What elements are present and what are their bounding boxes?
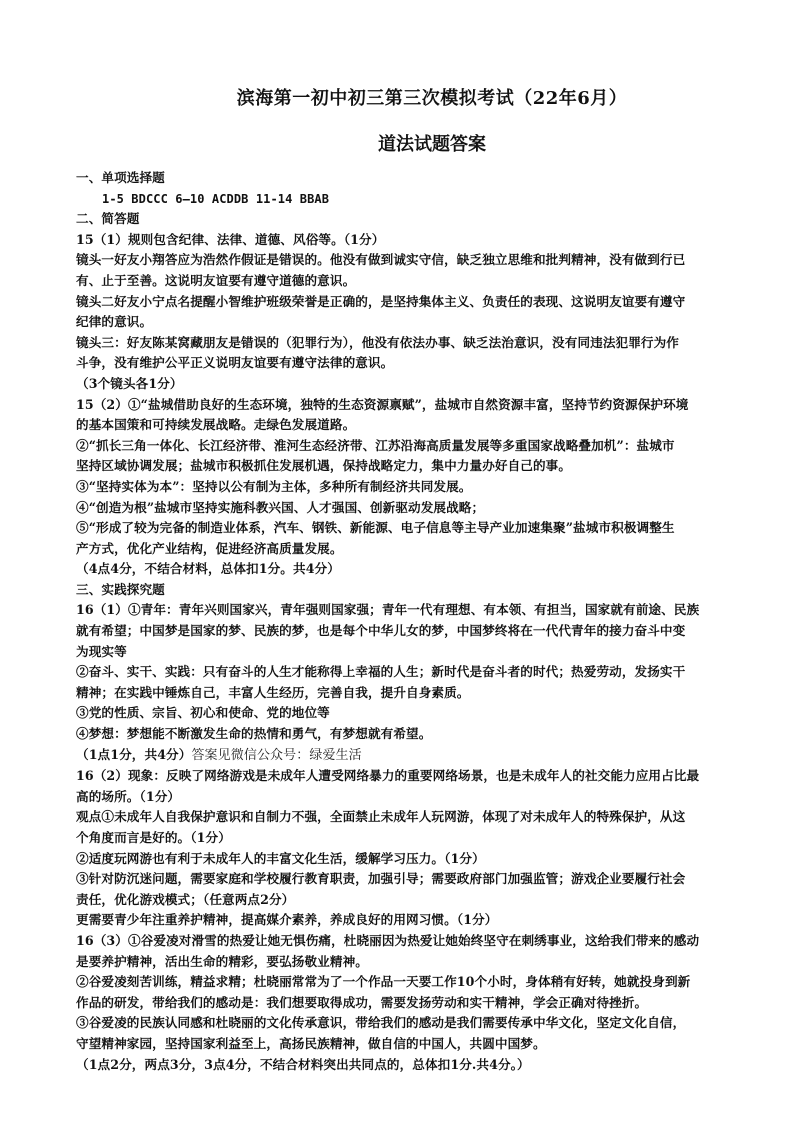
answer-line: ③党的性质、宗旨、初心和使命、党的地位等 [76,705,330,721]
answer-line: 16（1）①青年：青年兴则国家兴，青年强则国家强；青年一代有理想、有本领、有担当，国家就有前途、民族 [76,602,700,618]
answer-line: 镜头二好友小宁点名提醒小智维护班级荣誉是正确的，是坚持集体主义、负责任的表现、这说明友谊要有遵守 [76,293,686,309]
answer-line: ②谷爱凌刻苦训练，精益求精；杜晓丽常常为了一个作品一天要工作10个小时，身体稍有好转，她就投身到新 [76,974,691,990]
answer-line: 为现实等 [76,643,127,659]
choice-answers: 1-5 BDCCC 6—10 ACDDB 11-14 BBAB [102,191,330,206]
answer-subtitle: 道法试题答案 [378,134,486,155]
answer-line: 斗争，没有维护公平正义说明友谊要有遵守法律的意识。 [76,355,394,371]
answer-line: ②奋斗、实干、实践：只有奋斗的人生才能称得上幸福的人生；新时代是奋斗者的时代；热爱劳动，发扬实干 [76,664,686,680]
answer-line: ③针对防沉迷问题，需要家庭和学校履行教育职责，加强引导；需要政府部门加强监管；游戏企业要履行社会 [76,871,686,887]
answer-line: 15（2）①“盐城借助良好的生态环境，独特的生态资源禀赋”，盐城市自然资源丰富，坚持节约资源保护环境 [76,396,689,412]
answer-line: 16（3）①谷爱凌对滑雪的热爱让她无惧伤痛，杜晓丽因为热爱让她始终坚守在刺绣事业，这给我们带来的感动 [76,932,700,948]
answer-line: ③谷爱凌的民族认同感和杜晓丽的文化传承意识，带给我们的感动是我们需要传承中华文化，坚定文化自信， [76,1015,686,1031]
answer-line: 有、止于至善。这说明友谊要有遵守道德的意识。 [76,272,356,288]
answer-line: 守望精神家园，坚持国家利益至上，高扬民族精神，做自信的中国人，共圆中国梦。 [76,1035,546,1051]
answer-line: ④梦想：梦想能不断激发生命的热情和勇气，有梦想就有希望。 [76,726,432,742]
answer-line: ⑤“形成了较为完备的制造业体系，汽车、钢铁、新能源、电子信息等主导产业加速集聚”盐城市积极调整生 [76,520,675,536]
watermark-note: 答案见微信公众号：绿爱生活 [191,747,362,763]
answer-line: 产方式，优化产业结构，促进经济高质量发展。 [76,540,343,556]
answer-line: ③“坚持实体为本”：坚持以公有制为主体，多种所有制经济共同发展。 [76,478,472,494]
answer-line: 精神；在实践中锤炼自己，丰富人生经历，完善自我，提升自身素质。 [76,684,470,700]
exam-title: 滨海第一初中初三第三次模拟考试（22年6月） [236,88,628,109]
answer-line: 坚持区域协调发展；盐城市积极抓住发展机遇，保持战略定力，集中力量办好自己的事。 [76,458,572,474]
answer-line: （1点2分，两点3分，3点4分，不结合材料突出共同点的，总体扣1分.共4分。） [76,1056,530,1072]
section-heading-3: 三、实践探究题 [76,581,165,597]
answer-body [76,168,754,1075]
answer-line: 镜头一好友小翔答应为浩然作假证是错误的。他没有做到诚实守信，缺乏独立思维和批判精神，没有做到行已 [76,252,686,268]
answer-line: ④“创造为根”盐城市坚持实施科教兴国、人才强国、创新驱动发展战略； [76,499,485,515]
answer-line: 是要养护精神，活出生命的精彩，要弘扬敬业精神。 [76,953,368,969]
score-note-with-watermark [76,745,754,767]
answer-line: 15（1）规则包含纪律、法律、道德、风俗等。（1分） [76,231,385,247]
answer-line: 作品的研发，带给我们的感动是：我们想要取得成功，需要发扬劳动和实干精神，学会正确对待挫折。 [76,994,648,1010]
answer-line: 更需要青少年注重养护精神，提高媒介素养，养成良好的用网习惯。（1分） [76,912,498,928]
score-note: （1点1分，共4分） [76,746,192,762]
section-heading-1: 一、单项选择题 [76,170,165,185]
answer-line: ②适度玩网游也有利于未成年人的丰富文化生活，缓解学习压力。（1分） [76,850,485,866]
answer-line: 就有希望；中国梦是国家的梦、民族的梦，也是每个中华儿女的梦，中国梦终将在一代代青年的接力奋斗中变 [76,623,686,639]
answer-line: 纪律的意识。 [76,314,153,330]
answer-line: ②“抓长三角一体化、长江经济带、淮河生态经济带、江苏沿海高质量发展等多重国家战略叠加机”：盐城市 [76,437,675,453]
answer-line: 镜头三：好友陈某窝藏朋友是错误的（犯罪行为），他没有依法办事、缺乏法治意识，没有同违法犯罪行为作 [76,334,679,350]
answer-line: 高的场所。（1分） [76,788,181,804]
answer-line: 观点①未成年人自我保护意识和自制力不强，全面禁止未成年人玩网游，体现了对未成年人的特殊保护，从这 [76,809,686,825]
answer-line: 的基本国策和可持续发展战略。走绿色发展道路。 [76,417,356,433]
section-heading-2: 二、简答题 [76,211,140,227]
answer-line: 个角度而言是好的。（1分） [76,830,231,845]
answer-line: （3个镜头各1分） [76,375,183,391]
answer-line: 16（2）现象：反映了网络游戏是未成年人遭受网络暴力的重要网络场景，也是未成年人的社交能力应用占比最 [76,768,700,784]
answer-line: 责任，优化游戏模式；（任意两点2分） [76,891,295,907]
answer-line: （4点4分，不结合材料，总体扣1分。共4分） [76,561,340,577]
